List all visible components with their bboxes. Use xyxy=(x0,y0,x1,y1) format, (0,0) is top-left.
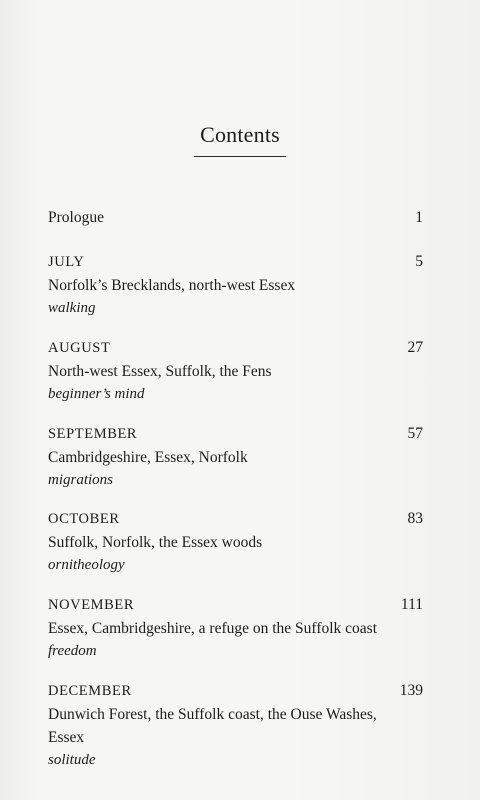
places-line-continued: Essex xyxy=(48,729,85,746)
entry-heading: Prologue xyxy=(48,209,104,226)
toc-entry-october xyxy=(48,507,423,576)
toc-entry-july xyxy=(48,250,423,319)
toc-row xyxy=(48,593,423,617)
month-heading: JULY xyxy=(48,254,85,270)
toc-entry-prologue xyxy=(48,206,423,236)
theme-line: freedom xyxy=(48,643,97,659)
page-number: 57 xyxy=(407,425,423,442)
page-number: 1 xyxy=(415,209,423,226)
page-number: 27 xyxy=(407,339,423,356)
month-heading: AUGUST xyxy=(48,340,111,356)
contents-title: Contents xyxy=(194,122,286,157)
theme-line: walking xyxy=(48,300,96,316)
theme-line: migrations xyxy=(48,472,114,488)
month-heading: SEPTEMBER xyxy=(48,426,138,442)
toc-row xyxy=(48,422,423,446)
theme-line: beginner’s mind xyxy=(48,386,145,402)
toc-row xyxy=(48,206,423,236)
places-line: Suffolk, Norfolk, the Essex woods xyxy=(48,534,263,551)
table-of-contents xyxy=(48,206,423,771)
month-heading: NOVEMBER xyxy=(48,597,135,613)
places-line: Essex, Cambridgeshire, a refuge on the Suffolk coast xyxy=(48,620,378,637)
toc-row xyxy=(48,679,423,703)
toc-row xyxy=(48,507,423,531)
places-line: Cambridgeshire, Essex, Norfolk xyxy=(48,449,248,466)
theme-line: ornitheology xyxy=(48,557,125,573)
title-block xyxy=(0,122,480,157)
month-heading: OCTOBER xyxy=(48,511,120,527)
month-heading: DECEMBER xyxy=(48,683,132,699)
toc-row xyxy=(48,336,423,360)
places-line: Norfolk’s Brecklands, north-west Essex xyxy=(48,277,296,294)
toc-row xyxy=(48,250,423,274)
theme-line: solitude xyxy=(48,752,96,768)
page-number: 111 xyxy=(400,596,423,613)
toc-entry-september xyxy=(48,422,423,491)
page-number: 139 xyxy=(399,682,423,699)
toc-entry-december xyxy=(48,679,423,771)
page-number: 5 xyxy=(415,253,423,270)
places-line: North-west Essex, Suffolk, the Fens xyxy=(48,363,272,380)
places-line: Dunwich Forest, the Suffolk coast, the Ouse Washes, xyxy=(48,706,377,723)
page-number: 83 xyxy=(407,510,423,527)
toc-entry-november xyxy=(48,593,423,662)
toc-entry-august xyxy=(48,336,423,405)
